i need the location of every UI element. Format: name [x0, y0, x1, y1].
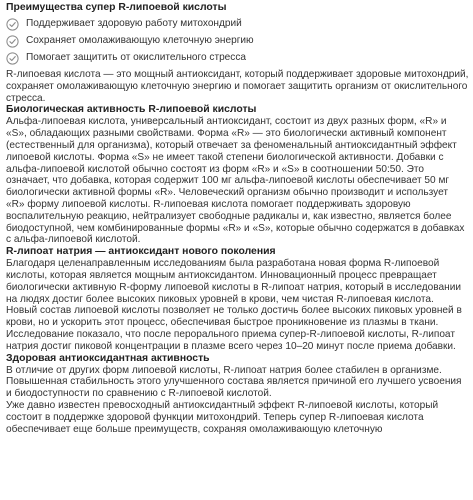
sodium-lipoate-heading: R-липоат натрия — антиоксидант нового поколения — [6, 246, 276, 258]
antioxidant-paragraph-2: Уже давно известен превосходный антиоксидантный эффект R-липоевой кислоты, который состоит в поддержке здоровой функции митохондрий. Теперь супер R-липоевая кислота обеспечивает еще больше преимуществ, сохраняя омолаживающую клеточную — [6, 399, 439, 435]
antioxidant-paragraph-1: В отличие от других форм липоевой кислоты, R-липоат натрия более стабилен в организме. Повышенная стабильность этого улучшенного состава является причиной его лучшего усвоения и биодоступности по сравнению с R-липоевой кислотой. — [6, 364, 462, 400]
intro-paragraph: R-липоевая кислота — это мощный антиоксидант, который поддерживает здоровые митохондрий, сохраняет омолаживающую клеточную энергию и помогает защитить организм от окислительного стресса. — [6, 69, 469, 104]
bio-activity-paragraph: Альфа-липоевая кислота, универсальный антиоксидант, состоит из двух разных форм, «R» и «S», обладающих разными свойствами. Форма «R» — это биологически активный компонент (естественный для организма), который отвечает за феноменальный антиоксидантный эффект липоевой кислоты. Форма «S» не имеет такой степени биологической активности. Добавки с альфа-липоевой кислотой обычно состоят из форм «R» и «S» в соотношении 50:50. Это означает, что добавка, которая содержит 100 мг альфа-липоевой кислоты обеспечивает 50 мг биологически активной формы «R». Человеческий организм обычно производит и использует «R» форму липоевой кислоты. R-липоевая кислота помогает поддерживать здоровую воспалительную реакцию, нейтрализует свободные радикалы и, как известно, является более биодоступной, чем комбинированные формы «R» и «S», которые обычно содержатся в добавках с альфа-липоевой кислотой. — [6, 116, 465, 246]
check-circle-icon — [6, 35, 19, 48]
benefit-item — [6, 34, 469, 48]
check-circle-icon — [6, 52, 19, 65]
benefits-list — [6, 17, 469, 65]
benefit-text: Помогает защитить от окислительного стресса — [26, 52, 247, 64]
check-circle-icon — [6, 18, 19, 31]
benefit-item — [6, 51, 469, 65]
antioxidant-heading: Здоровая антиоксидантная активность — [6, 352, 210, 364]
benefits-heading: Преимущества супер R-липоевой кислоты — [6, 2, 227, 13]
benefit-item — [6, 17, 469, 31]
sodium-lipoate-paragraph-1: Благодаря целенаправленным исследованиям была разработана новая форма R-липоевой кислоты, которая является мощным антиоксидантом. Инновационный процесс превращает биологически активную R-форму липоевой кислоты в R-липоат натрия, который в исследовании на людях достиг более высоких пиковых уровней в крови, чем чистая R-липоевая кислота. — [6, 258, 461, 305]
sodium-lipoate-paragraph-2: Новый состав липоевой кислоты позволяет не только достичь более высоких пиковых уровней в крови, но и ускорить этот процесс, обеспечивая быстрое проникновение из плазмы в ткани. Исследование показало, что после перорального приема супер-R-липоевой кислоты, R-липоат натрия достиг пиковой концентрации в плазме всего через 10–20 минут после приема добавки. — [6, 305, 462, 352]
benefit-text: Сохраняет омолаживающую клеточную энергию — [26, 35, 254, 47]
benefit-text: Поддерживает здоровую работу митохондрий — [26, 18, 242, 30]
bio-activity-heading: Биологическая активность R-липоевой кислоты — [6, 104, 257, 116]
